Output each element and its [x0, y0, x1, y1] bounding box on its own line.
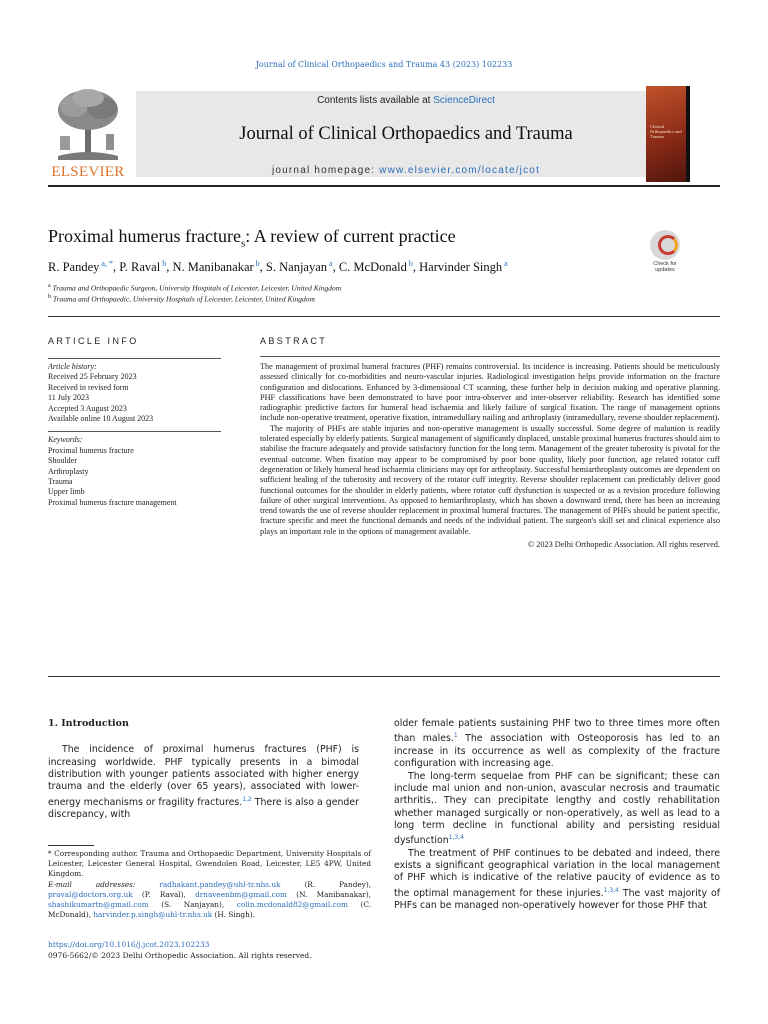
reference-link[interactable]: 1: [453, 732, 458, 740]
email-link[interactable]: drnaveenbm@gmail.com: [195, 889, 287, 899]
homepage-prefix: journal homepage:: [271, 165, 380, 176]
journal-cover-image[interactable]: [646, 86, 690, 182]
history-item: 11 July 2023: [48, 393, 90, 403]
abstract-paragraph: The management of proximal humeral fractures (PHF) remains controversial. Its incidence is increasing. Patients should be meticulously assessed clinically for co-morbidities and neuro-vascular injuries. Radiological investigation helps provide information on the fracture configuration and dislocations. Enhanced by 3-dimensional CT scanning, these further help in decision making and operative planning. PHF classifications have been demonstrated to have poor intra-observer and inter-observer reliability. Research has identified some radiographic predictive factors for humeral head ischaemia and likely failure of surgical fixation. The range of management options include non-operative treatment, operative fixation, intramedullary nailing and arthroplasty (intramedullary, reverse shoulder replacement).: [260, 362, 720, 423]
email-owner: (H. Singh).: [212, 910, 255, 920]
title-main: Proximal humerus fracture: [48, 226, 241, 246]
masthead-divider: [48, 185, 720, 187]
body-text: There is also a gender discrepancy, with: [48, 796, 359, 821]
header-divider: [48, 316, 720, 317]
title-rest: : A review of current practice: [245, 226, 456, 246]
doi-link[interactable]: https://doi.org/10.1016/j.jcot.2023.102233: [48, 940, 210, 949]
email-owner: (S. Nanjayan),: [148, 900, 237, 910]
abstract-panel: [260, 356, 720, 549]
history-item: Accepted 3 August 2023: [48, 403, 127, 413]
author-name: , N. Manibanakar: [166, 260, 254, 275]
body-paragraph: [48, 744, 359, 821]
email-link[interactable]: shashikumartn@gmail.com: [48, 900, 149, 910]
check-updates-label: Check for updates: [653, 261, 677, 273]
check-for-updates-button[interactable]: [648, 230, 682, 273]
author-affil-link[interactable]: b: [160, 259, 167, 268]
masthead: [48, 86, 720, 182]
keyword: Proximal humerus fracture: [48, 445, 134, 455]
email-link[interactable]: colin.mcdonald82@gmail.com: [236, 900, 348, 910]
section-heading: 1. Introduction: [48, 718, 129, 729]
article-title: [48, 226, 456, 250]
footnote-divider: [48, 845, 94, 846]
contents-prefix: Contents lists available at: [317, 95, 434, 106]
author-affil-link[interactable]: b: [406, 259, 413, 268]
cover-title: Clinical Orthopaedics and Trauma: [650, 124, 682, 139]
keyword: Trauma: [48, 477, 73, 487]
email-owner: (C. McDonald),: [48, 900, 372, 920]
email-link[interactable]: radhakant.pandey@uhl-tr.nhs.uk: [159, 879, 281, 889]
info-divider: [48, 431, 221, 432]
author-name: , Harvinder Singh: [412, 260, 503, 275]
author-name: R. Pandey: [48, 260, 100, 275]
affiliation-b: [48, 294, 315, 304]
tree-icon: [48, 86, 128, 164]
affiliation-a: [48, 283, 341, 293]
keyword: Arthroplasty: [48, 466, 89, 476]
corresponding-text: * Corresponding author. Trauma and Orthopaedic Department, University Hospitals of Leicester, Leicester General Hospital, Gwendolen Road, Leicester, LE5 4PW, United Kingdom.: [48, 849, 371, 879]
author-affil-link[interactable]: a: [502, 259, 508, 268]
author-affil-link[interactable]: a: [327, 259, 333, 268]
email-link[interactable]: harvinder.p.singh@uhl-tr.nhs.uk: [93, 910, 213, 920]
body-paragraph: [394, 848, 720, 913]
reference-link[interactable]: 1,2: [242, 795, 252, 803]
title-subscript: s: [240, 237, 246, 250]
homepage-line: [136, 165, 676, 176]
email-owner: (N. Manibanakar),: [286, 889, 371, 899]
article-info-heading: ARTICLE INFO: [48, 336, 139, 346]
email-label: E-mail addresses:: [48, 879, 160, 889]
abstract-divider-bottom: [48, 676, 720, 677]
body-text: The incidence of proximal humerus fractures (PHF) is increasing worldwide. PHF typically presents in a bimodal distribution with younger patients associated with higher energy trauma and the elderly (over 65 years), associated with lower-energy mechanisms or fragility fractures.: [48, 744, 359, 808]
email-owner: (P. Raval),: [132, 889, 196, 899]
body-left-column: [48, 718, 359, 822]
sciencedirect-link[interactable]: ScienceDirect: [433, 95, 495, 106]
issn-copyright: 0976-5662/© 2023 Delhi Orthopedic Association. All rights reserved.: [48, 950, 312, 960]
body-text: The vast majority of PHFs can be managed non-operatively however for those PHF that: [394, 887, 720, 912]
reference-link[interactable]: 1,3,4: [448, 834, 464, 842]
author-name: , P. Raval: [112, 260, 161, 275]
author-name: , S. Nanjayan: [259, 260, 328, 275]
body-text: older female patients sustaining PHF two to three times more often than males.: [394, 718, 720, 745]
body-paragraph: [394, 718, 720, 771]
history-label: Article history:: [48, 362, 97, 371]
keyword: Shoulder: [48, 456, 77, 466]
author-name: , C. McDonald: [332, 260, 407, 275]
email-owner: (R. Pandey),: [280, 879, 371, 889]
article-info-panel: [48, 356, 221, 508]
author-affil-link[interactable]: b: [253, 259, 260, 268]
abstract-divider: [260, 356, 720, 357]
contents-line: [136, 95, 676, 106]
history-item: Received 25 February 2023: [48, 372, 137, 382]
abstract-copyright: © 2023 Delhi Orthopedic Association. All rights reserved.: [527, 540, 720, 550]
homepage-link[interactable]: www.elsevier.com/locate/jcot: [379, 165, 541, 176]
info-divider: [48, 358, 221, 359]
keywords-label: Keywords:: [48, 435, 83, 445]
check-updates-icon: [650, 230, 680, 260]
reference-link[interactable]: 1,3,4: [603, 886, 619, 894]
cover-spine: [686, 86, 690, 182]
history-item: Available online 10 August 2023: [48, 414, 154, 424]
email-list: [48, 880, 371, 921]
email-link[interactable]: praval@doctors.org.uk: [48, 889, 133, 899]
publisher-wordmark: ELSEVIER: [51, 164, 125, 180]
abstract-heading: ABSTRACT: [260, 336, 328, 346]
affiliation-text: Trauma and Orthopaedic, University Hospitals of Leicester, Leicester, United Kingdom: [51, 294, 315, 304]
body-text: The treatment of PHF continues to be debated and indeed, there exists a significant geographical variation in the local management of PHF which is indicative of the relative paucity of evidence as to the optimal management for these injuries.: [394, 847, 720, 899]
body-paragraph: [394, 771, 720, 848]
affiliation-key: b: [48, 294, 51, 300]
journal-citation[interactable]: Journal of Clinical Orthopaedics and Trauma 43 (2023) 102233: [255, 60, 513, 69]
author-affil-link[interactable]: a, *: [99, 259, 113, 268]
author-list: [48, 259, 508, 275]
keyword: Proximal humerus fracture management: [48, 497, 177, 507]
elsevier-logo: [48, 86, 128, 182]
history-item: Received in revised form: [48, 382, 129, 392]
body-right-column: [394, 718, 720, 913]
journal-banner: [136, 91, 676, 177]
body-text: The association with Osteoporosis has led to an increase in its occurrence as well as complexity of the fracture configuration with increasing age.: [394, 733, 720, 770]
corresponding-author-footnote: [48, 849, 371, 920]
affiliation-text: Trauma and Orthopaedic Surgeon, University Hospitals of Leicester, Leicester, United Kingdom: [50, 283, 342, 293]
abstract-paragraph: The majority of PHFs are stable injuries and non-operative management is usually successful. Some degree of malunion is readily tolerated especially by elderly patients. Surgical management of significantly displaced, unstable proximal humerus fractures should aim to stabilise the fracture adequately and provide satisfactory function for the long term. Management of the greater tuberosity is pivotal for the eventual outcome. When fixation may appear to be compromised by poor bone quality, likely poor function, age related rotator cuff degeneration or likely humeral head ischaemia clinicians may opt for arthroplasty. Successful hemiarthroplasty outcomes are dependent on sufficient healing of the tuberosity and recovery of the rotator cuff integrity. Reverse shoulder replacement can predictably deliver good functional outcomes for the shoulder in elderly patients, where rotator cuff dysfunction is suspected or as a revision procedure following failure of other surgical interventions. As opposed to hemiarthroplasty, which has shown a downward trend, there has been an increasing trend towards the use of reverse shoulder replacement in proximal humeral fractures. The management of PHFs should be patient specific, fracture specific and meet the functional demands and needs of the individual patient. The surgeon's skill set and clinical experience also plays an important role in the options of management available.: [260, 423, 720, 536]
keyword: Upper limb: [48, 487, 85, 497]
page-footer: [48, 940, 312, 961]
affiliation-key: a: [48, 283, 51, 289]
journal-title: Journal of Clinical Orthopaedics and Trauma: [239, 124, 573, 144]
body-text: The long-term sequelae from PHF can be significant; these can include mal union and non-union, avascular necrosis and traumatic arthritis,. They can precipitate lengthy and costly rehabilitation whether managed surgically or non-operatively, as well as lead to a long term decline in functional ability and persisting residual dysfunction: [394, 770, 720, 847]
